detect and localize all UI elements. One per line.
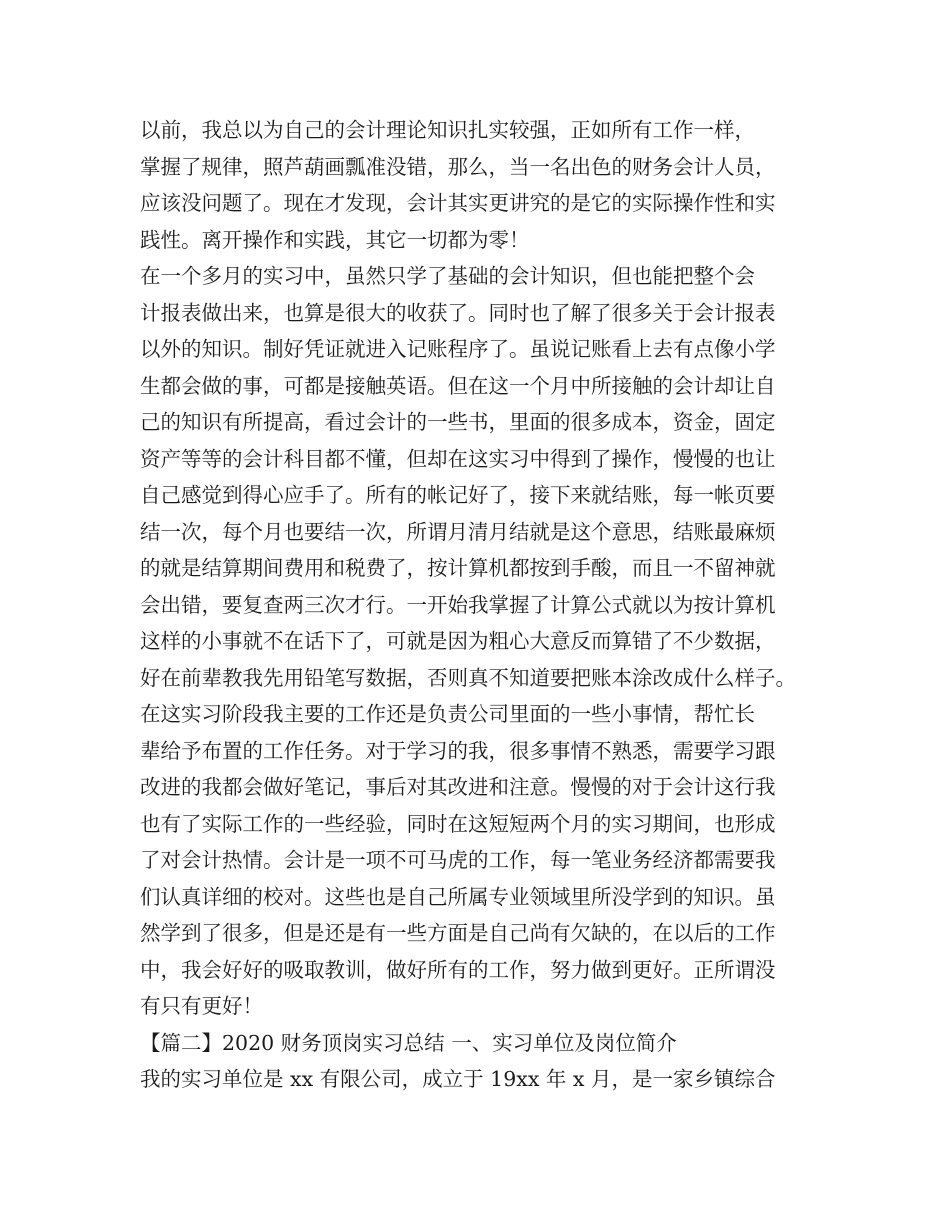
text-line: 这样的小事就不在话下了，可就是因为粗心大意反而算错了不少数据， bbox=[140, 629, 776, 653]
text-line: 己的知识有所提高，看过会计的一些书，里面的很多成本，资金，固定 bbox=[140, 410, 776, 434]
text-line: 应该没问题了。现在才发现，会计其实更讲究的是它的实际操作性和实 bbox=[140, 191, 776, 215]
document-body bbox=[140, 112, 840, 1098]
text-line: 我的实习单位是 xx 有限公司，成立于 19xx 年 x 月，是一家乡镇综合 bbox=[140, 1067, 776, 1091]
section-heading: 【篇二】2020 财务顶岗实习总结 一、实习单位及岗位简介 bbox=[140, 1030, 677, 1055]
text-line: 有只有更好！ bbox=[140, 994, 263, 1018]
text-line: 结一次，每个月也要结一次，所谓月清月结就是这个意思，结账最麻烦 bbox=[140, 519, 776, 544]
text-line: 们认真详细的校对。这些也是自己所属专业领域里所没学到的知识。虽 bbox=[140, 884, 776, 909]
text-line: 践性。离开操作和实践，其它一切都为零！ bbox=[140, 227, 530, 252]
text-line: 生都会做的事，可都是接触英语。但在这一个月中所接触的会计却让自 bbox=[140, 373, 776, 398]
text-line: 会出错，要复查两三次才行。一开始我掌握了计算公式就以为按计算机 bbox=[140, 592, 776, 617]
text-line: 好在前辈教我先用铅笔写数据，否则真不知道要把账本涂改成什么样子。 bbox=[140, 665, 796, 690]
text-line: 以外的知识。制好凭证就进入记账程序了。虽说记账看上去有点像小学 bbox=[140, 337, 776, 361]
text-line: 在这实习阶段我主要的工作还是负责公司里面的一些小事情，帮忙长 bbox=[140, 702, 755, 726]
text-line: 计报表做出来，也算是很大的收获了。同时也了解了很多关于会计报表 bbox=[140, 300, 776, 325]
text-line: 然学到了很多，但是还是有一些方面是自己尚有欠缺的，在以后的工作 bbox=[140, 921, 776, 945]
text-line: 掌握了规律，照芦葫画瓢准没错，那么，当一名出色的财务会计人员， bbox=[140, 154, 776, 179]
text-line: 在一个多月的实习中，虽然只学了基础的会计知识，但也能把整个会 bbox=[140, 264, 755, 288]
text-line: 资产等等的会计科目都不懂，但却在这实习中得到了操作，慢慢的也让 bbox=[140, 446, 776, 471]
text-line: 辈给予布置的工作任务。对于学习的我，很多事情不熟悉，需要学习跟 bbox=[140, 738, 776, 763]
text-line: 也有了实际工作的一些经验，同时在这短短两个月的实习期间，也形成 bbox=[140, 811, 776, 836]
text-line: 自己感觉到得心应手了。所有的帐记好了，接下来就结账，每一帐页要 bbox=[140, 483, 776, 507]
text-line: 以前，我总以为自己的会计理论知识扎实较强，正如所有工作一样， bbox=[140, 118, 755, 142]
text-line: 中，我会好好的吸取教训，做好所有的工作，努力做到更好。正所谓没 bbox=[140, 957, 776, 982]
text-line: 的就是结算期间费用和税费了，按计算机都按到手酸，而且一不留神就 bbox=[140, 556, 776, 580]
text-line: 改进的我都会做好笔记，事后对其改进和注意。慢慢的对于会计这行我 bbox=[140, 775, 776, 799]
text-line: 了对会计热情。会计是一项不可马虎的工作，每一笔业务经济都需要我 bbox=[140, 848, 776, 872]
